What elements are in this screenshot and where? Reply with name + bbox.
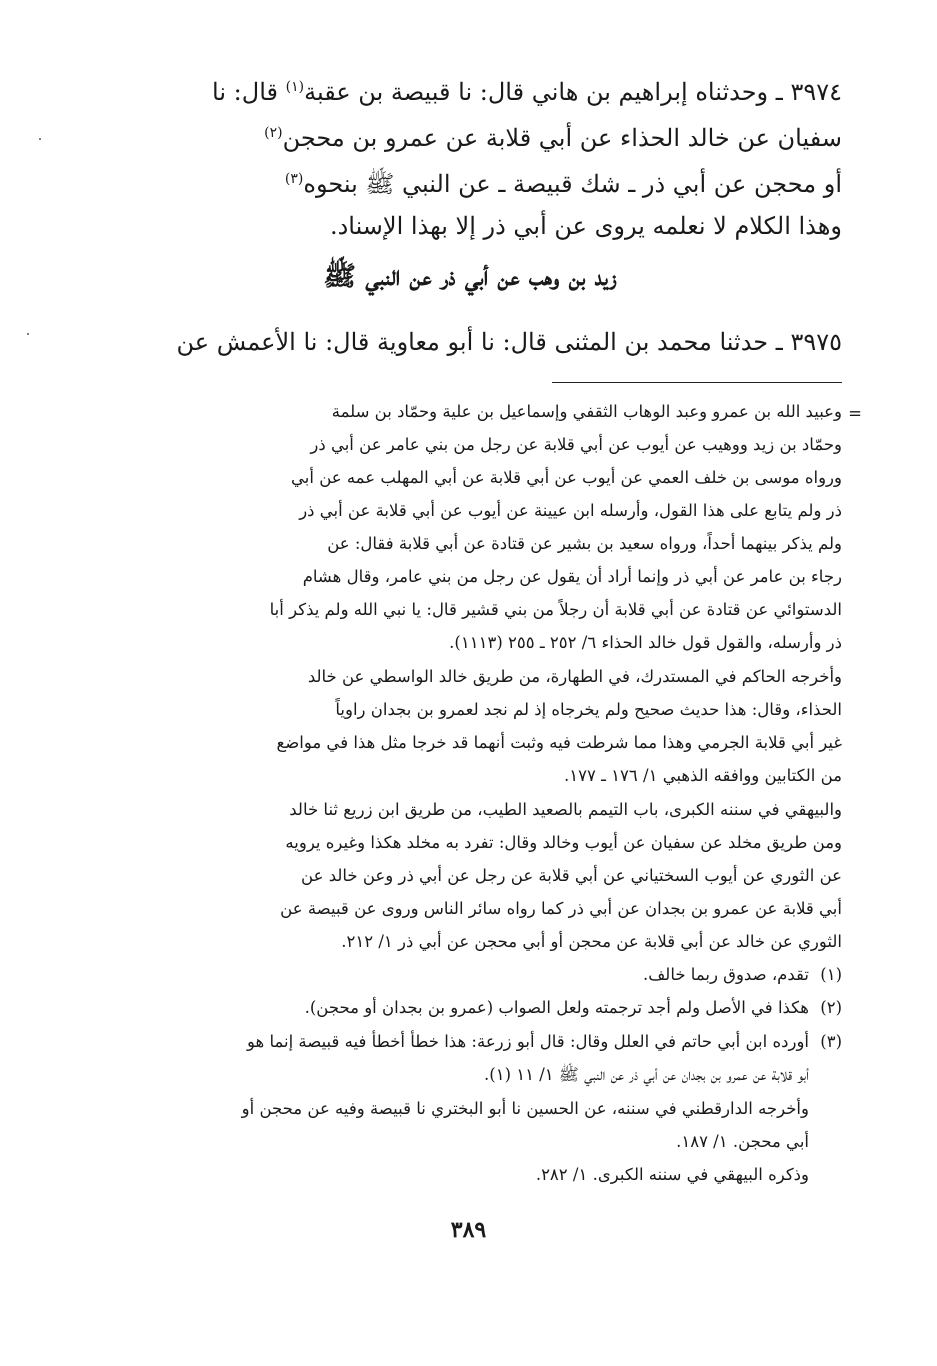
footnote-cont-line: والبيهقي في سننه الكبرى، باب التيمم بالصعيد الطيب، من طريق ابن زريع ثنا خالد [289,800,842,819]
continuation-marker: = [848,404,862,423]
footnote-cont-line: الثوري عن خالد عن أبي قلابة عن محجن أو أبي محجن عن أبي ذر ١/ ٢١٢. [341,932,842,951]
main-line-1-text: ٣٩٧٤ ـ وحدثناه إبراهيم بن هاني قال: نا قبيصة بن عقبة [304,78,842,106]
scan-speck [39,138,41,140]
footnote-cont-line: من الكتابين ووافقه الذهبي ١/ ١٧٦ ـ ١٧٧. [564,766,842,785]
footnote-3-line: وذكره البيهقي في سننه الكبرى. ١/ ٢٨٢. [535,1165,809,1184]
footnote-cont-line: وحمّاد بن زيد ووهيب عن أيوب عن أبي قلابة عن رجل من بني عامر عن أبي ذر [310,435,842,454]
main-line-2-text: سفيان عن خالد الحذاء عن أبي قلابة عن عمرو بن محجن [282,124,842,152]
footnote-cont-line: ذر وأرسله، والقول قول خالد الحذاء ٦/ ٢٥٢ ـ ٢٥٥ (١١١٣). [449,633,842,652]
footnote-ref-2: (٢) [264,125,283,141]
footnote-cont-line: وأخرجه الحاكم في المستدرك، في الطهارة، من طريق خالد الواسطي عن خالد [307,667,842,686]
footnote-cont-line: غير أبي قلابة الجرمي وهذا مما شرطت فيه وثبت أنهما قد خرجا مثل هذا في مواضع [276,733,842,752]
footnote-ref-1: (١) [285,79,305,95]
hadith-3975-text: ٣٩٧٥ ـ حدثنا محمد بن المثنى قال: نا أبو معاوية قال: نا الأعمش عن [176,328,842,356]
footnote-3-line: أبي محجن. ١/ ١٨٧. [676,1132,809,1151]
footnote-1-marker: (١) [820,965,842,984]
main-line-1 [82,72,842,112]
main-line-1-tail: قال: نا [212,78,278,106]
main-line-4 [82,206,842,246]
footnote-cont-line: أبي قلابة عن عمرو بن بجدان عن أبي ذر كما رواه سائر الناس وروى عن قبيصة عن [280,899,842,918]
page-number: ٣٨٩ [450,1217,487,1243]
scan-speck [27,333,29,335]
footnote-cont-line: عن الثوري عن أيوب السختياني عن أبي قلابة عن رجل عن أبي ذر وعن خالد عن [301,866,842,885]
main-line-3 [82,164,842,204]
footnote-cont-line: ومن طريق مخلد عن سفيان عن أيوب وخالد وقال: تفرد به مخلد هكذا وغيره يرويه [285,833,842,852]
footnote-3-line: وأخرجه الدارقطني في سننه، عن الحسين نا أبو البختري نا قبيصة وفيه عن محجن أو [241,1099,809,1118]
footnote-2-marker: (٢) [820,998,842,1017]
footnote-cont-line: الدستوائي عن قتادة عن أبي قلابة أن رجلاً من بني قشير قال: يا نبي الله ولم يذكر أبا [269,600,842,619]
footnote-cont-line: الحذاء، وقال: هذا حديث صحيح ولم يخرجاه إذ لم نجد لعمرو بن بجدان راوياً [335,700,842,719]
footnote-cont-line: ورواه موسى بن خلف العمي عن أيوب عن أبي قلابة عن أبي المهلب عمه عن أبي [291,468,842,487]
footnote-3-marker: (٣) [820,1032,842,1051]
main-line-4-text: وهذا الكلام لا نعلمه يروى عن أبي ذر إلا بهذا الإسناد. [329,212,842,240]
section-heading: زيد بن وهب عن أبي ذر عن النبي ﷺ [323,261,617,292]
footnote-2-text: هكذا في الأصل ولم أجد ترجمته ولعل الصواب (عمرو بن بجدان أو محجن). [304,998,809,1017]
hadith-3975-line [82,322,842,362]
footnote-3-line: أبو قلابة عن عمرو بن بجدان عن أبي ذر عن النبي ﷺ ١/ ١١ (١). [484,1065,809,1084]
footnote-1-text: تقدم، صدوق ربما خالف. [642,965,809,984]
footnote-3-line: أورده ابن أبي حاتم في العلل وقال: قال أبو زرعة: هذا خطأ أخطأ فيه قبيصة إنما هو [246,1032,809,1051]
footnote-cont-line: وعبيد الله بن عمرو وعبد الوهاب الثقفي وإسماعيل بن علية وحمّاد بن سلمة [331,402,842,421]
footnote-ref-3: (٣) [284,171,304,187]
footnote-cont-line: ولم يذكر بينهما أحداً، ورواه سعيد بن بشير عن قتادة عن أبي قلابة فقال: عن [327,534,842,553]
main-line-2 [82,118,842,158]
footnote-cont-line: ذر ولم يتابع على هذا القول، وأرسله ابن عيينة عن أيوب عن أبي قلابة عن أبي ذر [299,501,842,520]
main-line-3-text: أو محجن عن أبي ذر ـ شك قبيصة ـ عن النبي ﷺ بنحوه [303,170,842,198]
footnote-cont-line: رجاء بن عامر عن أبي ذر وإنما أراد أن يقول عن رجل من بني عامر، وقال هشام [302,567,842,586]
footnote-separator [552,382,842,383]
